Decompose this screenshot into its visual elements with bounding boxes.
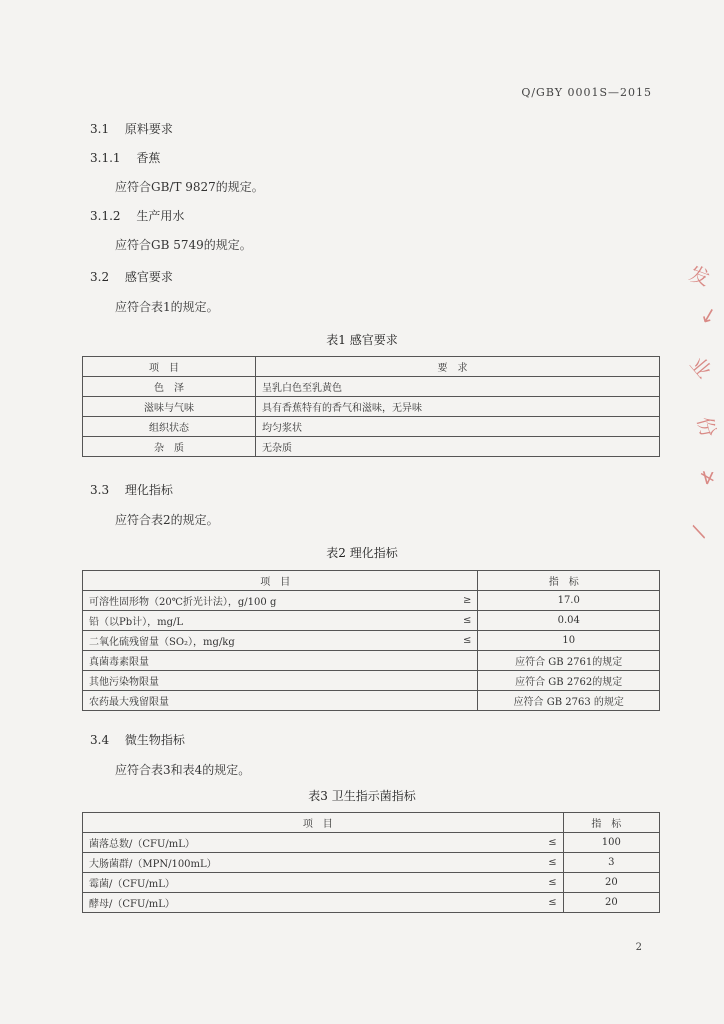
table-row bbox=[83, 417, 660, 437]
seal-char: 份 bbox=[692, 414, 721, 440]
seal-char: 业 bbox=[685, 352, 717, 383]
table-row bbox=[83, 631, 660, 651]
table-cell: 17.0 bbox=[478, 591, 660, 611]
section-number: 3.4 bbox=[90, 733, 110, 747]
section-title: 香蕉 bbox=[136, 151, 161, 165]
table-cell: 农药最大残留限量 bbox=[83, 691, 478, 711]
table1-caption: 表1 感官要求 bbox=[326, 333, 398, 347]
table-cell: 具有香蕉特有的香气和滋味，无异味 bbox=[256, 397, 660, 417]
table-cell: 应符合 GB 2761的规定 bbox=[478, 651, 660, 671]
standard-code: Q/GBY 0001S—2015 bbox=[521, 86, 652, 99]
table-cell: 大肠菌群/（MPN/100mL） bbox=[83, 853, 531, 873]
table-cell-symbol: ≤ bbox=[531, 893, 564, 913]
table-cell: 10 bbox=[478, 631, 660, 651]
table-header-row bbox=[83, 571, 660, 591]
table-cell: 应符合 GB 2763 的规定 bbox=[478, 691, 660, 711]
section-title: 原料要求 bbox=[124, 122, 173, 136]
table2-physicochemical-indicators bbox=[82, 570, 660, 711]
table-row bbox=[83, 611, 660, 631]
table-cell: 酵母/（CFU/mL） bbox=[83, 893, 531, 913]
table-cell-symbol: ≥ bbox=[445, 591, 478, 611]
table-header-cell: 指标 bbox=[478, 571, 660, 591]
table-header-cell: 项目 bbox=[83, 571, 478, 591]
table-cell: 20 bbox=[563, 873, 659, 893]
table-row bbox=[83, 651, 660, 671]
section-3-1-2-heading bbox=[90, 207, 184, 224]
table1-sensory-requirements bbox=[82, 356, 660, 457]
table-cell: 0.04 bbox=[478, 611, 660, 631]
section-title: 生产用水 bbox=[136, 209, 185, 223]
table-row bbox=[83, 437, 660, 457]
seal-char: ≯ bbox=[695, 468, 722, 488]
section-3-2-heading bbox=[90, 268, 173, 285]
seal-char: 发 bbox=[685, 261, 713, 291]
section-3-2-text: 应符合表1的规定。 bbox=[115, 300, 219, 314]
table-cell-symbol: ≤ bbox=[445, 631, 478, 651]
table-cell: 应符合 GB 2762的规定 bbox=[478, 671, 660, 691]
table-cell-symbol: ≤ bbox=[531, 873, 564, 893]
table-header-cell: 要求 bbox=[256, 357, 660, 377]
table-row bbox=[83, 853, 660, 873]
table-cell: 3 bbox=[563, 853, 659, 873]
table-header-cell: 项目 bbox=[83, 357, 256, 377]
table3-indicator-bacteria bbox=[82, 812, 660, 913]
section-3-3-heading bbox=[90, 481, 173, 498]
table-header-cell: 项目 bbox=[83, 813, 564, 833]
table-cell: 二氧化硫残留量（SO₂），mg/kg bbox=[83, 631, 446, 651]
table-cell: 无杂质 bbox=[256, 437, 660, 457]
table-row bbox=[83, 893, 660, 913]
table-cell: 菌落总数/（CFU/mL） bbox=[83, 833, 531, 853]
table-cell: 均匀浆状 bbox=[256, 417, 660, 437]
seal-char: ↓ bbox=[695, 301, 722, 331]
table-cell: 组织状态 bbox=[83, 417, 256, 437]
section-number: 3.1.1 bbox=[90, 151, 121, 165]
table-cell-symbol: ≤ bbox=[531, 833, 564, 853]
table-header-row bbox=[83, 813, 660, 833]
section-number: 3.3 bbox=[90, 483, 110, 497]
section-3-1-1-text: 应符合GB/T 9827的规定。 bbox=[115, 180, 264, 194]
table-cell: 20 bbox=[563, 893, 659, 913]
table-cell-symbol: ≤ bbox=[531, 853, 564, 873]
table-header-row bbox=[83, 357, 660, 377]
table-row bbox=[83, 873, 660, 893]
section-3-3-text: 应符合表2的规定。 bbox=[115, 513, 219, 527]
table-row bbox=[83, 691, 660, 711]
table-row bbox=[83, 833, 660, 853]
table-cell: 色 泽 bbox=[83, 377, 256, 397]
section-number: 3.1.2 bbox=[90, 209, 121, 223]
table-cell: 呈乳白色至乳黄色 bbox=[256, 377, 660, 397]
table-cell: 可溶性固形物（20℃折光计法），g/100 g bbox=[83, 591, 446, 611]
partial-seal-stamp bbox=[678, 260, 724, 560]
table-cell-symbol: ≤ bbox=[445, 611, 478, 631]
seal-char: / bbox=[687, 523, 712, 541]
table3-caption: 表3 卫生指示菌指标 bbox=[308, 789, 416, 803]
section-title: 理化指标 bbox=[124, 483, 173, 497]
table2-caption: 表2 理化指标 bbox=[326, 546, 398, 560]
table-header-cell: 指标 bbox=[563, 813, 659, 833]
table-row bbox=[83, 377, 660, 397]
page-number: 2 bbox=[635, 942, 642, 953]
section-3-4-text: 应符合表3和表4的规定。 bbox=[115, 763, 251, 777]
section-3-1-2-text: 应符合GB 5749的规定。 bbox=[115, 238, 252, 252]
table-cell: 霉菌/（CFU/mL） bbox=[83, 873, 531, 893]
section-title: 感官要求 bbox=[124, 270, 173, 284]
table-cell: 杂 质 bbox=[83, 437, 256, 457]
section-3-1-1-heading bbox=[90, 149, 160, 166]
table-row bbox=[83, 397, 660, 417]
table-row bbox=[83, 671, 660, 691]
section-title: 微生物指标 bbox=[124, 733, 185, 747]
table-cell: 铅（以Pb计），mg/L bbox=[83, 611, 446, 631]
table-cell: 100 bbox=[563, 833, 659, 853]
section-number: 3.2 bbox=[90, 270, 110, 284]
table-cell: 其他污染物限量 bbox=[83, 671, 478, 691]
section-3-1-heading bbox=[90, 120, 173, 137]
section-number: 3.1 bbox=[90, 122, 110, 136]
table-cell: 真菌毒素限量 bbox=[83, 651, 478, 671]
section-3-4-heading bbox=[90, 731, 185, 748]
table-cell: 滋味与气味 bbox=[83, 397, 256, 417]
table-row bbox=[83, 591, 660, 611]
